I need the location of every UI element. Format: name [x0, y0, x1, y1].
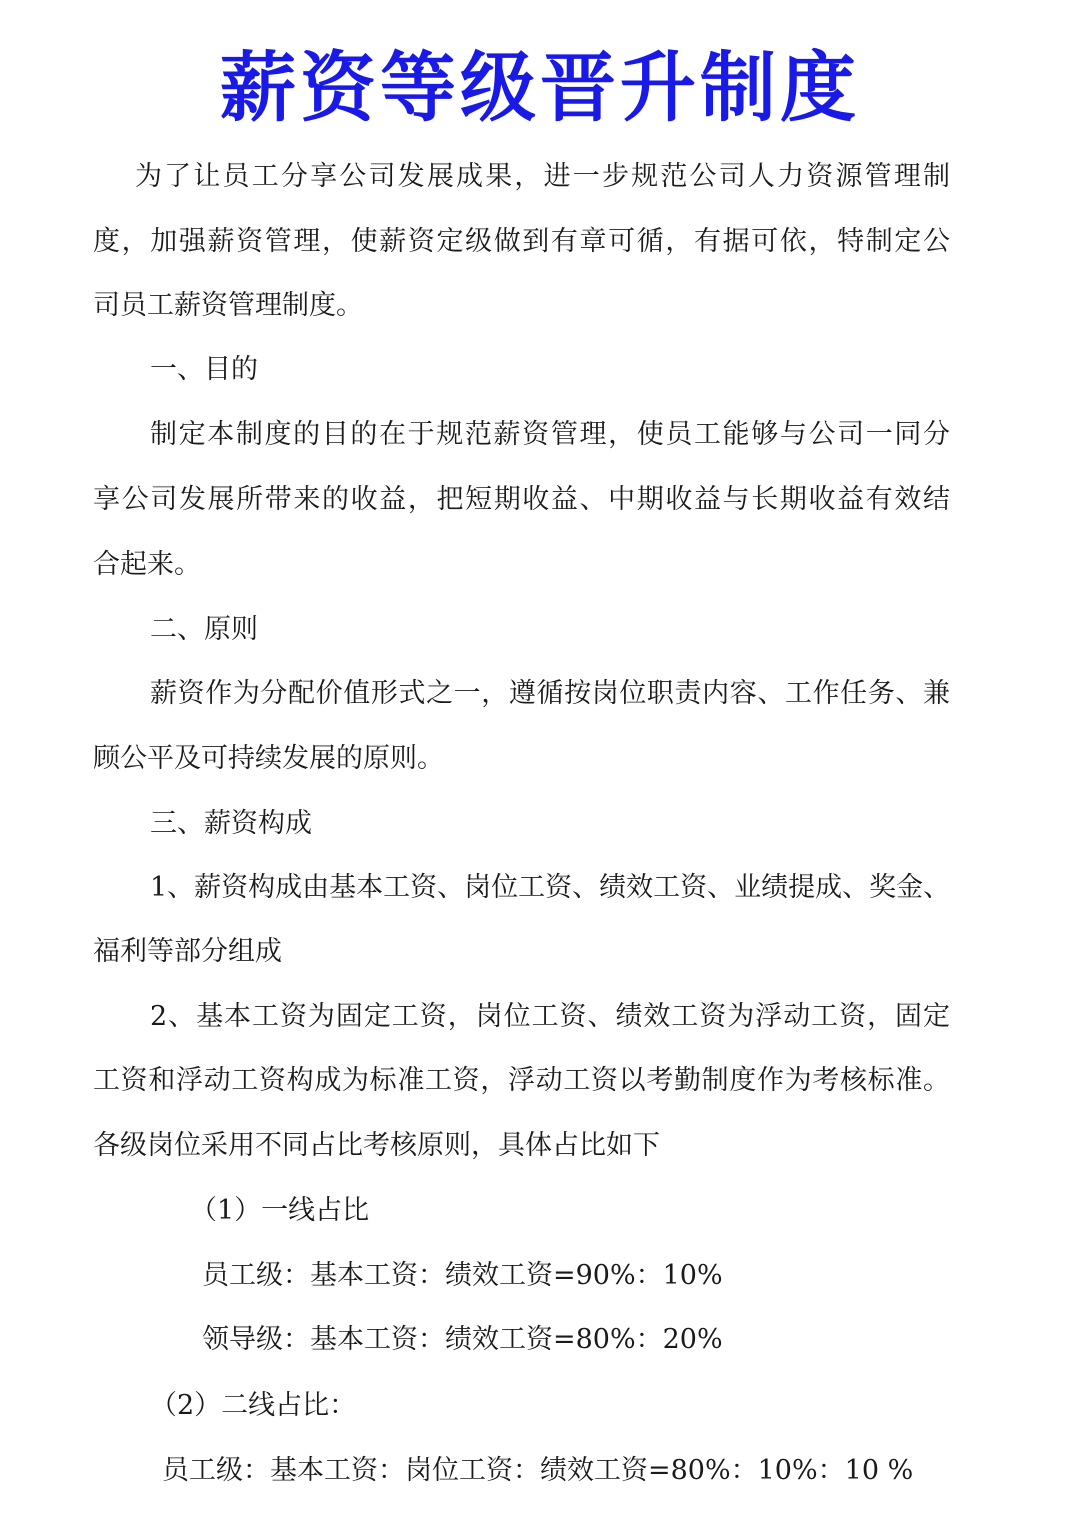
- principle-line-2: 顾公平及可持续发展的原则。: [93, 743, 444, 774]
- frontline-staff-ratio: 员工级：基本工资：绩效工资=90%：10%: [202, 1260, 723, 1291]
- frontline-ratio-label: （1）一线占比: [190, 1195, 370, 1226]
- composition-item1-line-1: 1、薪资构成由基本工资、岗位工资、绩效工资、业绩提成、奖金、: [150, 872, 951, 903]
- purpose-line-3: 合起来。: [93, 549, 201, 580]
- composition-item2-line-2: 工资和浮动工资构成为标准工资，浮动工资以考勤制度作为考核标准。: [93, 1065, 950, 1096]
- secondline-ratio-label: （2）二线占比：: [150, 1390, 357, 1421]
- intro-line-2: 度，加强薪资管理，使薪资定级做到有章可循，有据可依，特制定公: [93, 226, 950, 257]
- principle-line-1: 薪资作为分配价值形式之一，遵循按岗位职责内容、工作任务、兼: [150, 678, 950, 709]
- intro-line-1: 为了让员工分享公司发展成果，进一步规范公司人力资源管理制: [135, 161, 950, 192]
- composition-item1-line-2: 福利等部分组成: [93, 936, 282, 967]
- intro-line-3: 司员工薪资管理制度。: [93, 290, 363, 321]
- purpose-line-2: 享公司发展所带来的收益，把短期收益、中期收益与长期收益有效结: [93, 484, 950, 515]
- section-heading-composition: 三、薪资构成: [150, 808, 312, 839]
- composition-item2-line-1: 2、基本工资为固定工资，岗位工资、绩效工资为浮动工资，固定: [150, 1001, 950, 1032]
- section-heading-principle: 二、原则: [150, 614, 258, 645]
- composition-item2-line-3: 各级岗位采用不同占比考核原则，具体占比如下: [93, 1130, 660, 1161]
- document-title: 薪资等级晋升制度: [220, 43, 860, 132]
- secondline-staff-ratio: 员工级：基本工资：岗位工资：绩效工资=80%：10%：10 %: [162, 1455, 914, 1486]
- section-heading-purpose: 一、目的: [150, 354, 258, 385]
- frontline-leader-ratio: 领导级：基本工资：绩效工资=80%：20%: [202, 1324, 723, 1355]
- purpose-line-1: 制定本制度的目的在于规范薪资管理，使员工能够与公司一同分: [150, 419, 950, 450]
